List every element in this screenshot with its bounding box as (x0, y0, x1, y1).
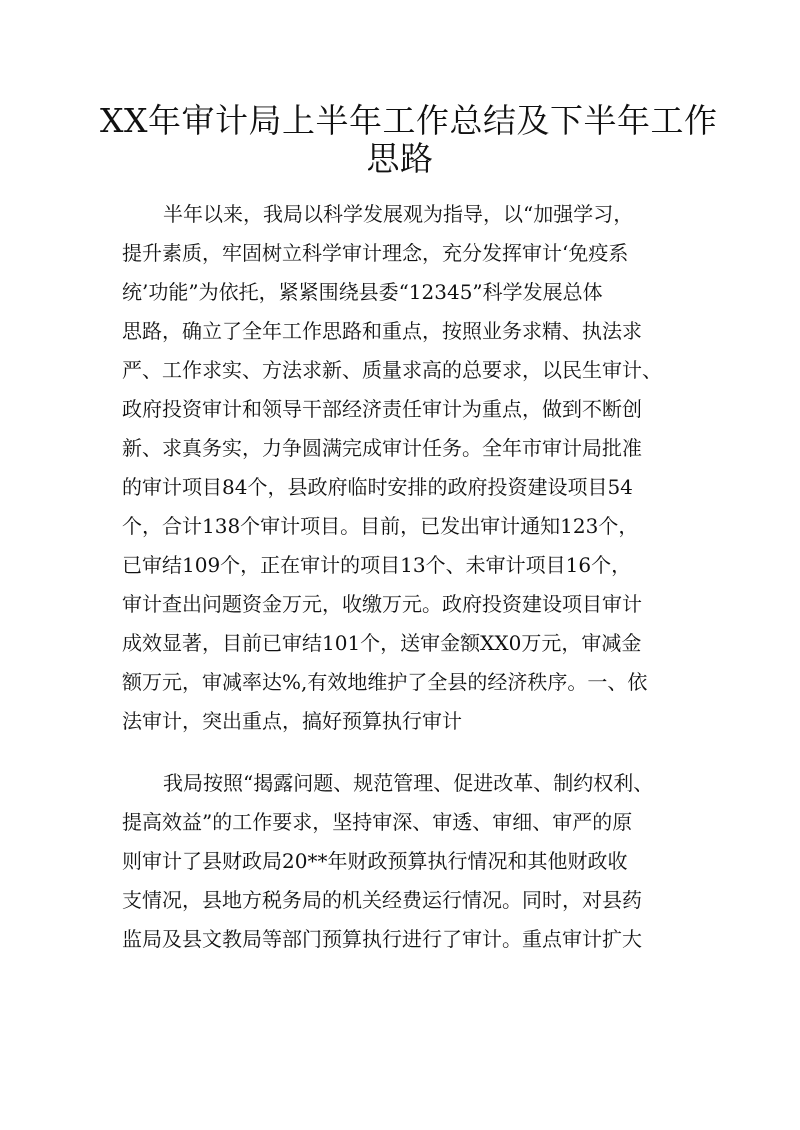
paragraph-line: 成效显著，目前已审结101个，送审金额XX0万元，审减金 (122, 631, 642, 655)
paragraph-line: 提高效益”的工作要求，坚持审深、审透、审细、审严的原 (122, 810, 633, 834)
paragraph-line: 额万元，审减率达%,有效地维护了全县的经济秩序。一、依 (122, 670, 648, 694)
paragraph-line: 提升素质，牢固树立科学审计理念，充分发挥审计‘免疫系 (122, 241, 629, 265)
paragraph-line: 严、工作求实、方法求新、质量求高的总要求，以民生审计、 (122, 358, 662, 382)
paragraph-line: 思路，确立了全年工作思路和重点，按照业务求精、执法求 (122, 319, 642, 343)
paragraph-line: 法审计，突出重点，搞好预算执行审计 (122, 709, 462, 733)
paragraph-line: 支情况，县地方税务局的机关经费运行情况。同时，对县药 (122, 888, 642, 912)
document-title-line-1: XX年审计局上半年工作总结及下半年工作 (100, 101, 718, 140)
paragraph-line: 已审结109个，正在审计的项目13个、未审计项目16个， (122, 553, 632, 577)
paragraph-line: 审计查出问题资金万元，收缴万元。政府投资建设项目审计 (122, 592, 642, 616)
paragraph-line: 统’功能”为依托，紧紧围绕县委“12345”科学发展总体 (122, 280, 603, 304)
paragraph-line: 新、求真务实，力争圆满完成审计任务。全年市审计局批准 (122, 436, 642, 460)
paragraph-line: 个，合计138个审计项目。目前，已发出审计通知123个， (122, 514, 639, 538)
paragraph-line: 半年以来，我局以科学发展观为指导，以“加强学习， (163, 202, 634, 226)
paragraph-line: 我局按照“揭露问题、规范管理、促进改革、制约权利、 (163, 771, 654, 795)
paragraph-line: 则审计了县财政局20**年财政预算执行情况和其他财政收 (122, 849, 628, 873)
document-title-line-2: 思路 (366, 139, 434, 178)
paragraph-line: 政府投资审计和领导干部经济责任审计为重点，做到不断创 (122, 397, 642, 421)
paragraph-line: 监局及县文教局等部门预算执行进行了审计。重点审计扩大 (122, 927, 642, 951)
paragraph-line: 的审计项目84个，县政府临时安排的政府投资建设项目54 (122, 475, 633, 499)
